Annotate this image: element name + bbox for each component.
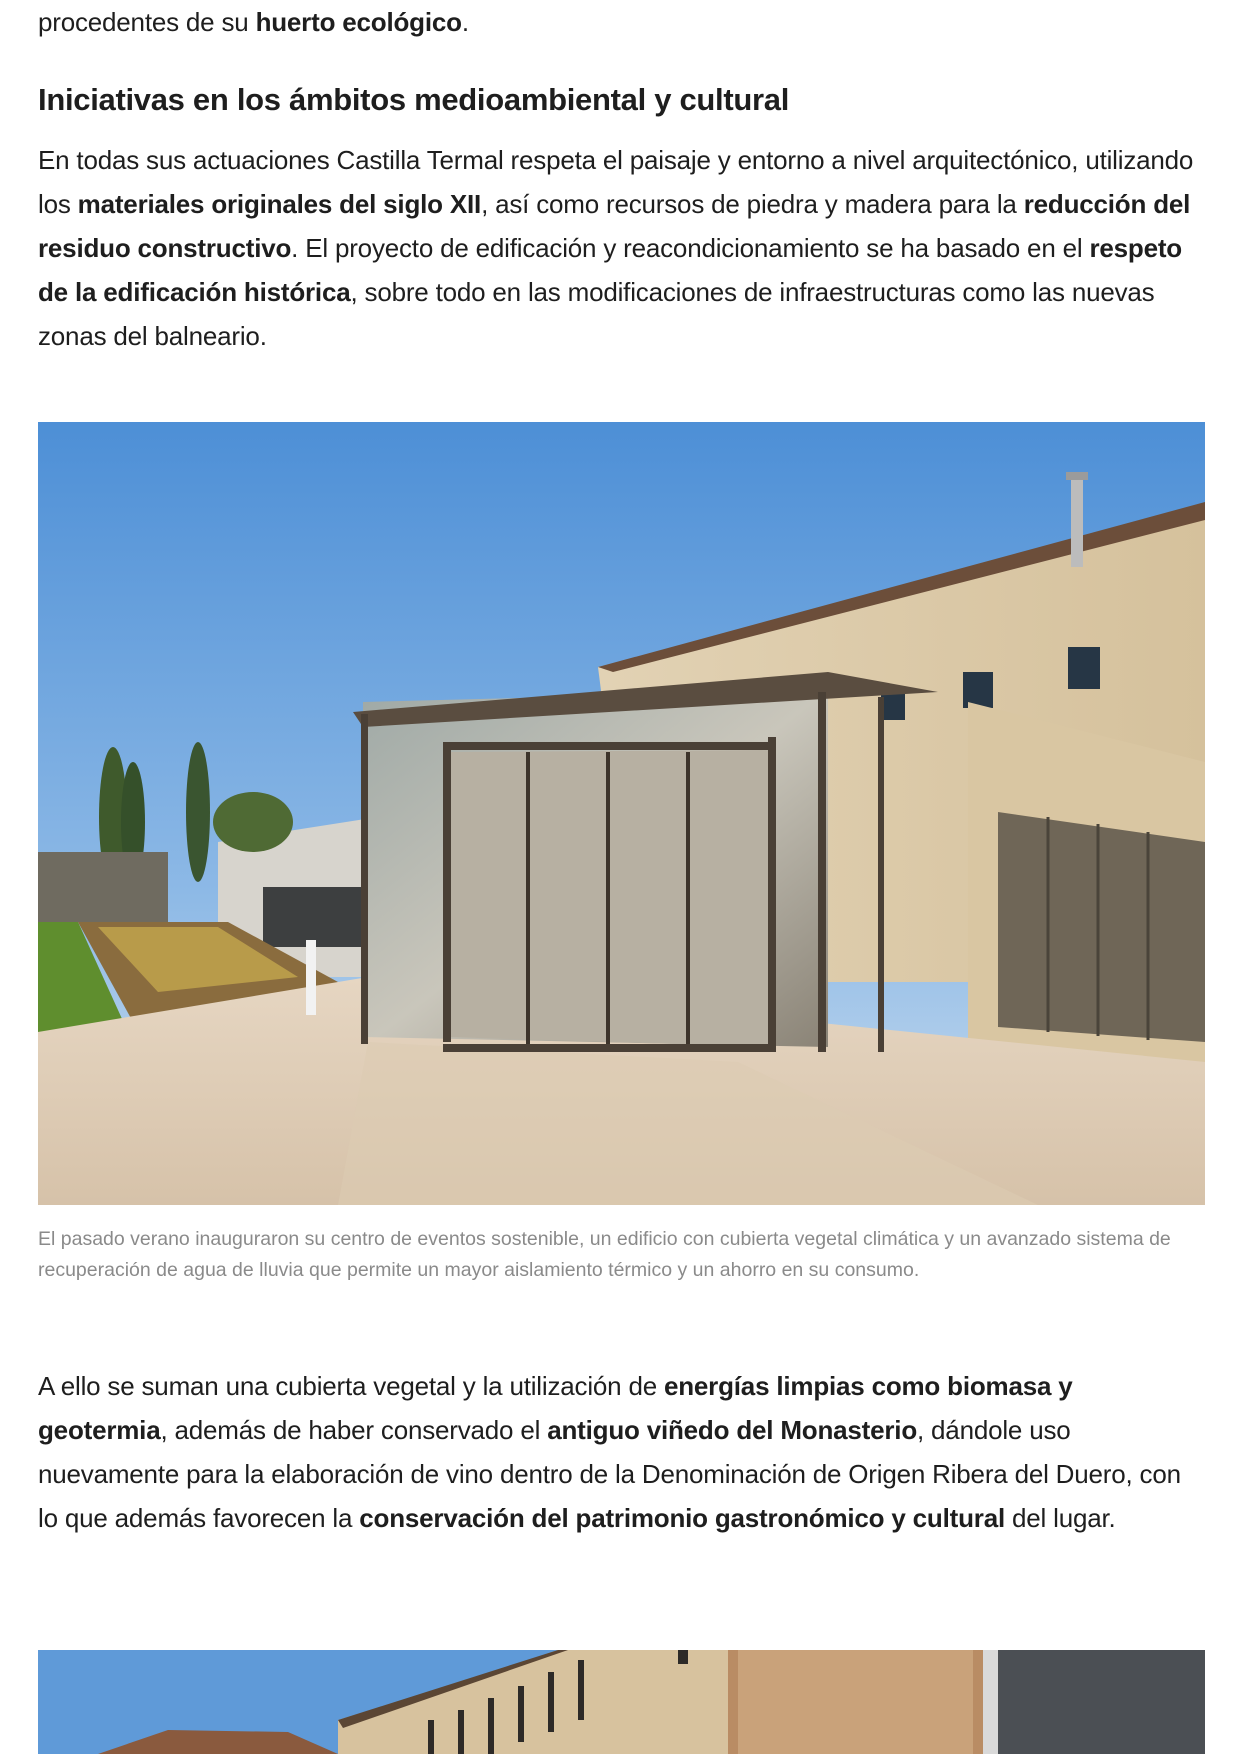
para1-text-3: . El proyecto de edificación y reacondicionamiento se ha basado en el <box>291 233 1090 263</box>
para1-bold-1: materiales originales del siglo XII <box>77 189 482 219</box>
glass-pavilion-photo <box>38 422 1205 1205</box>
intro-bold: huerto ecológico <box>255 7 462 37</box>
intro-suffix: . <box>461 7 469 37</box>
para2-bold-2: antiguo viñedo del Monasterio <box>547 1415 917 1445</box>
para1-text-4: , sobre todo en las modificaciones de infraestructuras como las nuevas zonas del balneario. <box>38 277 1155 351</box>
intro-paragraph <box>38 0 1206 44</box>
para2-bold-1: energías limpias como biomasa y geotermia <box>38 1371 1073 1445</box>
para2-text-1: A ello se suman una cubierta vegetal y la utilización de <box>38 1371 664 1401</box>
para2-text-4: del lugar. <box>1004 1503 1116 1533</box>
paragraph-architecture <box>38 138 1206 358</box>
para1-text-1: En todas sus actuaciones Castilla Termal respeta el paisaje y entorno a nivel arquitectónico, utilizando los <box>38 145 1194 219</box>
monastery-facade-photo <box>38 1650 1205 1754</box>
para1-bold-2: reducción del residuo constructivo <box>38 189 1191 263</box>
intro-text: procedentes de su <box>38 7 256 37</box>
section-heading: Iniciativas en los ámbitos medioambiental y cultural <box>38 82 790 117</box>
para1-bold-3: respeto de la edificación histórica <box>38 233 1182 307</box>
para2-text-3: , dándole uso nuevamente para la elaboración de vino dentro de la Denominación de Origen Ribera del Duero, con lo que además favorecen la <box>38 1415 1181 1533</box>
para1-text-2: , así como recursos de piedra y madera para la <box>481 189 1024 219</box>
para2-text-2: , además de haber conservado el <box>160 1415 548 1445</box>
para2-bold-3: conservación del patrimonio gastronómico y cultural <box>359 1503 1005 1533</box>
paragraph-energy <box>38 1364 1206 1540</box>
photo-caption: El pasado verano inauguraron su centro de eventos sostenible, un edificio con cubierta vegetal climática y un avanzado sistema de recuperación de agua de lluvia que permite un mayor aislamiento térmico y un ahorro en su consumo. <box>38 1228 1171 1281</box>
